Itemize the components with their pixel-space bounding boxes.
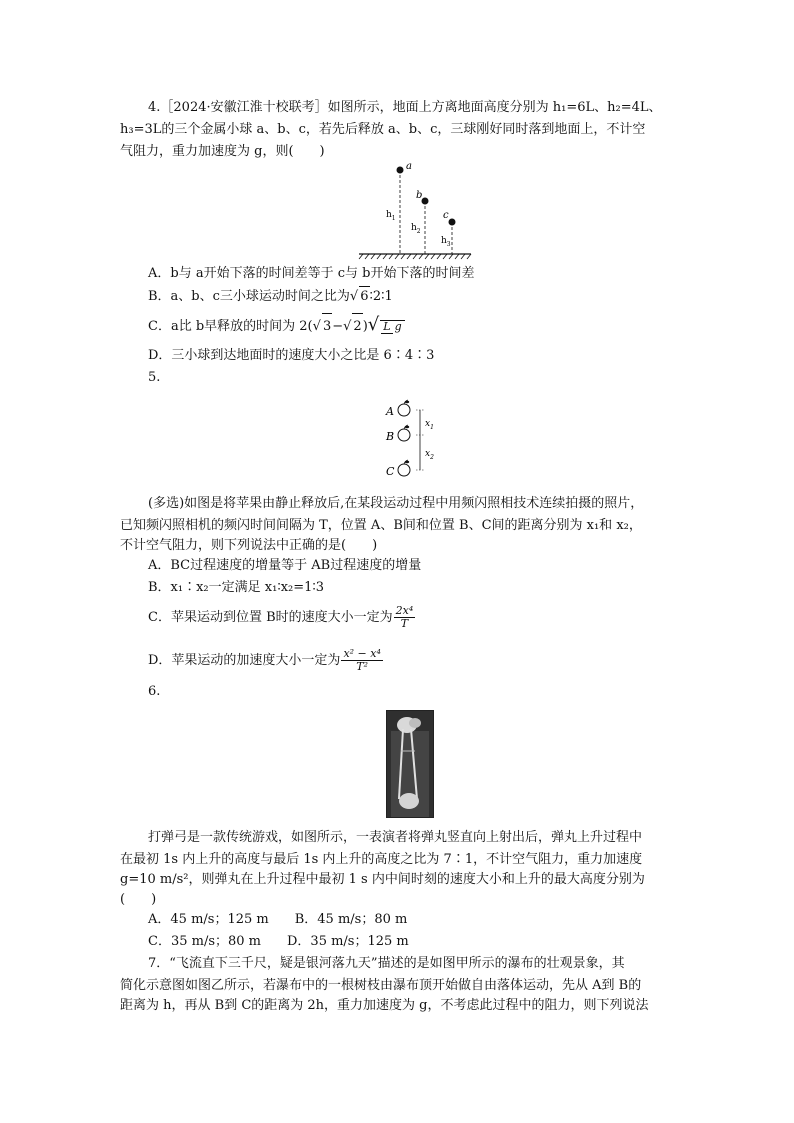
q4-option-c: C．a比 b早释放的时间为 2(√ 3−√ 2)√ L g <box>148 312 406 340</box>
q4-option-a: A．b与 a开始下落的时间差等于 c与 b开始下落的时间差 <box>148 266 475 281</box>
apple-C <box>398 460 410 476</box>
q4-stem-line-3: 气阻力，重力加速度为 g，则( ) <box>120 144 325 159</box>
q5-figure-apples <box>380 398 450 480</box>
q7-stem-line-2: 简化示意图如图乙所示，若瀑布中的一根树枝由瀑布顶开始做自由落体运动，先从 A到 B的 <box>120 978 642 993</box>
q5-option-d: D．苹果运动的加速度大小一定为 $\frac{\text{x² − x⁴}}{\text{T²}}$ <box>148 647 381 673</box>
ball-b <box>422 198 429 205</box>
q5-option-a: A．BC过程速度的增量等于 AB过程速度的增量 <box>148 558 422 573</box>
fraction-x2-minus-x4-over-T2: $\frac{\text{x² − x⁴}}{\text{T²}}$ <box>343 647 381 673</box>
q7-stem-line-3: 距离为 h，再从 B到 C的距离为 2h，重力加速度为 g，不考虑此过程中的阻力，则下列说法 <box>120 998 649 1013</box>
q4-stem-line-1: 4.［2024·安徽江淮十校联考］如图所示，地面上方离地面高度分别为 h₁=6L、h₂=4L、 <box>148 100 662 115</box>
q4-option-b: B．a、b、c三小球运动时间之比为√ 6∶2∶1 <box>148 286 393 307</box>
ball-c <box>449 219 456 226</box>
sqrt-l-over-g: L g <box>380 320 404 333</box>
ball-a <box>397 167 404 174</box>
q6-stem-line-3: g=10 m/s²，则弹丸在上升过程中最初 1 s 内中间时刻的速度大小和上升的最大高度分别为 <box>120 872 645 887</box>
label-h2: $h_2$ <box>411 223 421 235</box>
q5-option-c: C．苹果运动到位置 B时的速度大小一定为 $\frac{\text{2x⁴}}{T}$ <box>148 604 414 630</box>
label-x2: $x_2$ <box>425 449 434 461</box>
q5-stem-line-1: (多选)如图是将苹果由静止释放后,在某段运动过程中用频闪照相技术连续拍摄的照片， <box>148 496 644 511</box>
label-a: a <box>406 161 412 172</box>
q4-option-d: D．三小球到达地面时的速度大小之比是 6∶4∶3 <box>148 348 435 363</box>
label-b: b <box>416 190 423 201</box>
q6-stem-line-1: 打弹弓是一款传统游戏，如图所示，一表演者将弹丸竖直向上射出后，弹丸上升过程中 <box>148 830 643 845</box>
q6-stem-line-4: ( ) <box>120 892 157 907</box>
q6-number: 6. <box>148 684 161 699</box>
label-C: C <box>386 465 395 478</box>
label-B: B <box>386 430 395 443</box>
label-x1: $x_1$ <box>425 419 434 431</box>
apple-B <box>398 425 410 441</box>
label-A: A <box>386 405 394 418</box>
label-h1: $h_1$ <box>386 210 396 222</box>
q6-slingshot-photo <box>386 710 434 818</box>
fraction-2x4-over-T: $\frac{\text{2x⁴}}{T}$ <box>395 604 414 630</box>
apple-A <box>398 400 410 416</box>
q4-figure-falling-balls <box>355 160 475 262</box>
q6-options-c-d: C．35 m/s；80 m D．35 m/s；125 m <box>148 934 409 949</box>
label-c: c <box>443 210 449 221</box>
q5-option-b: B．x₁∶x₂一定满足 x₁∶x₂=1∶3 <box>148 580 325 595</box>
q6-options-a-b: A．45 m/s；125 m B．45 m/s；80 m <box>148 912 408 927</box>
q4-stem-line-2: h₃=3L的三个金属小球 a、b、c，若先后释放 a、b、c，三球刚好同时落到地面上，不计空 <box>120 122 646 137</box>
q7-stem-line-1: 7．“飞流直下三千尺，疑是银河落九天”描述的是如图甲所示的瀑布的壮观景象，其 <box>148 956 625 971</box>
sqrt-6: 6 <box>359 286 369 307</box>
label-h3: $h_3$ <box>441 236 451 248</box>
q5-stem-line-2: 已知频闪照相机的频闪时间间隔为 T，位置 A、B间和位置 B、C间的距离分别为 x₁和 x₂， <box>120 518 642 533</box>
q5-stem-line-3: 不计空气阻力，则下列说法中正确的是( ) <box>120 538 378 553</box>
q6-stem-line-2: 在最初 1s 内上升的高度与最后 1s 内上升的高度之比为 7∶1，不计空气阻力，重力加速度 <box>120 852 643 867</box>
q5-number: 5. <box>148 370 161 385</box>
